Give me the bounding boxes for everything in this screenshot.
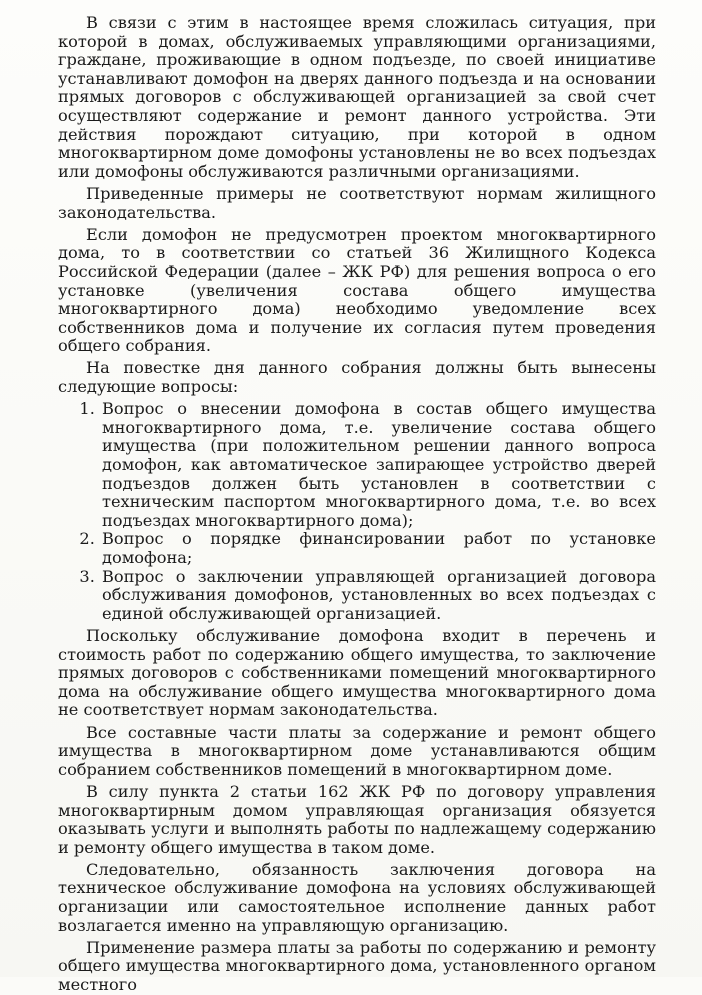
- paragraph-fee-components: Все составные части платы за содержание и ремонт общего имущества в многоквартирном доме устанавливаются общим собранием собственников помещений в многоквартирном доме.: [58, 722, 656, 779]
- paragraph-agenda-intro: На повестке дня данного собрания должны быть вынесены следующие вопросы:: [58, 358, 656, 397]
- agenda-item-3: 3. Вопрос о заключении управляющей организацией договора обслуживания домофонов, установленных во всех подъездах с единой обслуживающей организацией.: [100, 568, 656, 624]
- paragraph-situation: В связи с этим в настоящее время сложилась ситуация, при которой в домах, обслуживаемых управляющими организациями, граждане, проживающие в одном подъезде, по своей инициативе устанавливают домофон на дверях данного подъезда и на основании прямых договоров с обслуживающей организацией за свой счет осуществляют содержание и ремонт данного устройства. Эти действия порождают ситуацию, при которой в одном многоквартирном доме домофоны установлены не во всех подъездах или домофоны обслуживаются различными организациями.: [58, 13, 656, 181]
- agenda-item-2: 2. Вопрос о порядке финансировании работ по установке домофона;: [100, 530, 656, 567]
- paragraph-article-162: В силу пункта 2 статьи 162 ЖК РФ по договору управления многоквартирным домом управляющая организация обязуется оказывать услуги и выполнять работы по надлежащему содержанию и ремонту общего имущества в таком доме.: [58, 781, 656, 857]
- paragraph-maintenance-contracts: Поскольку обслуживание домофона входит в перечень и стоимость работ по содержанию общего имущества, то заключение прямых договоров с собственниками помещений многоквартирного дома на обслуживание общего имущества многоквартирного дома не соответствует нормам законодательства.: [58, 625, 656, 720]
- agenda-item-1: 1. Вопрос о внесении домофона в состав общего имущества многоквартирного дома, т.е. увеличение состава общего имущества (при положительном решении данного вопроса домофон, как автоматическое запирающее устройство дверей подъездов должен быть установлен в соответствии с техническим паспортом многоквартирного дома, т.е. во всех подъездах многоквартирного дома);: [100, 400, 656, 530]
- paragraph-examples-not-compliant: Приведенные примеры не соответствуют нормам жилищного законодательства.: [58, 183, 656, 222]
- document-body: [58, 14, 656, 995]
- agenda-list: [58, 400, 656, 623]
- paragraph-fee-application: Применение размера платы за работы по содержанию и ремонту общего имущества многоквартирного дома, установленного органом местного: [58, 937, 656, 995]
- paragraph-article-36: Если домофон не предусмотрен проектом многоквартирного дома, то в соответствии со статьей 36 Жилищного Кодекса Российской Федерации (далее – ЖК РФ) для решения вопроса о его установке (увеличения состава общего имущества многоквартирного дома) необходимо уведомление всех собственников дома и получение их согласия путем проведения общего собрания.: [58, 224, 656, 356]
- paragraph-obligation: Следовательно, обязанность заключения договора на техническое обслуживание домофона на условиях обслуживающей организации или самостоятельное исполнение данных работ возлагается именно на управляющую организацию.: [58, 859, 656, 935]
